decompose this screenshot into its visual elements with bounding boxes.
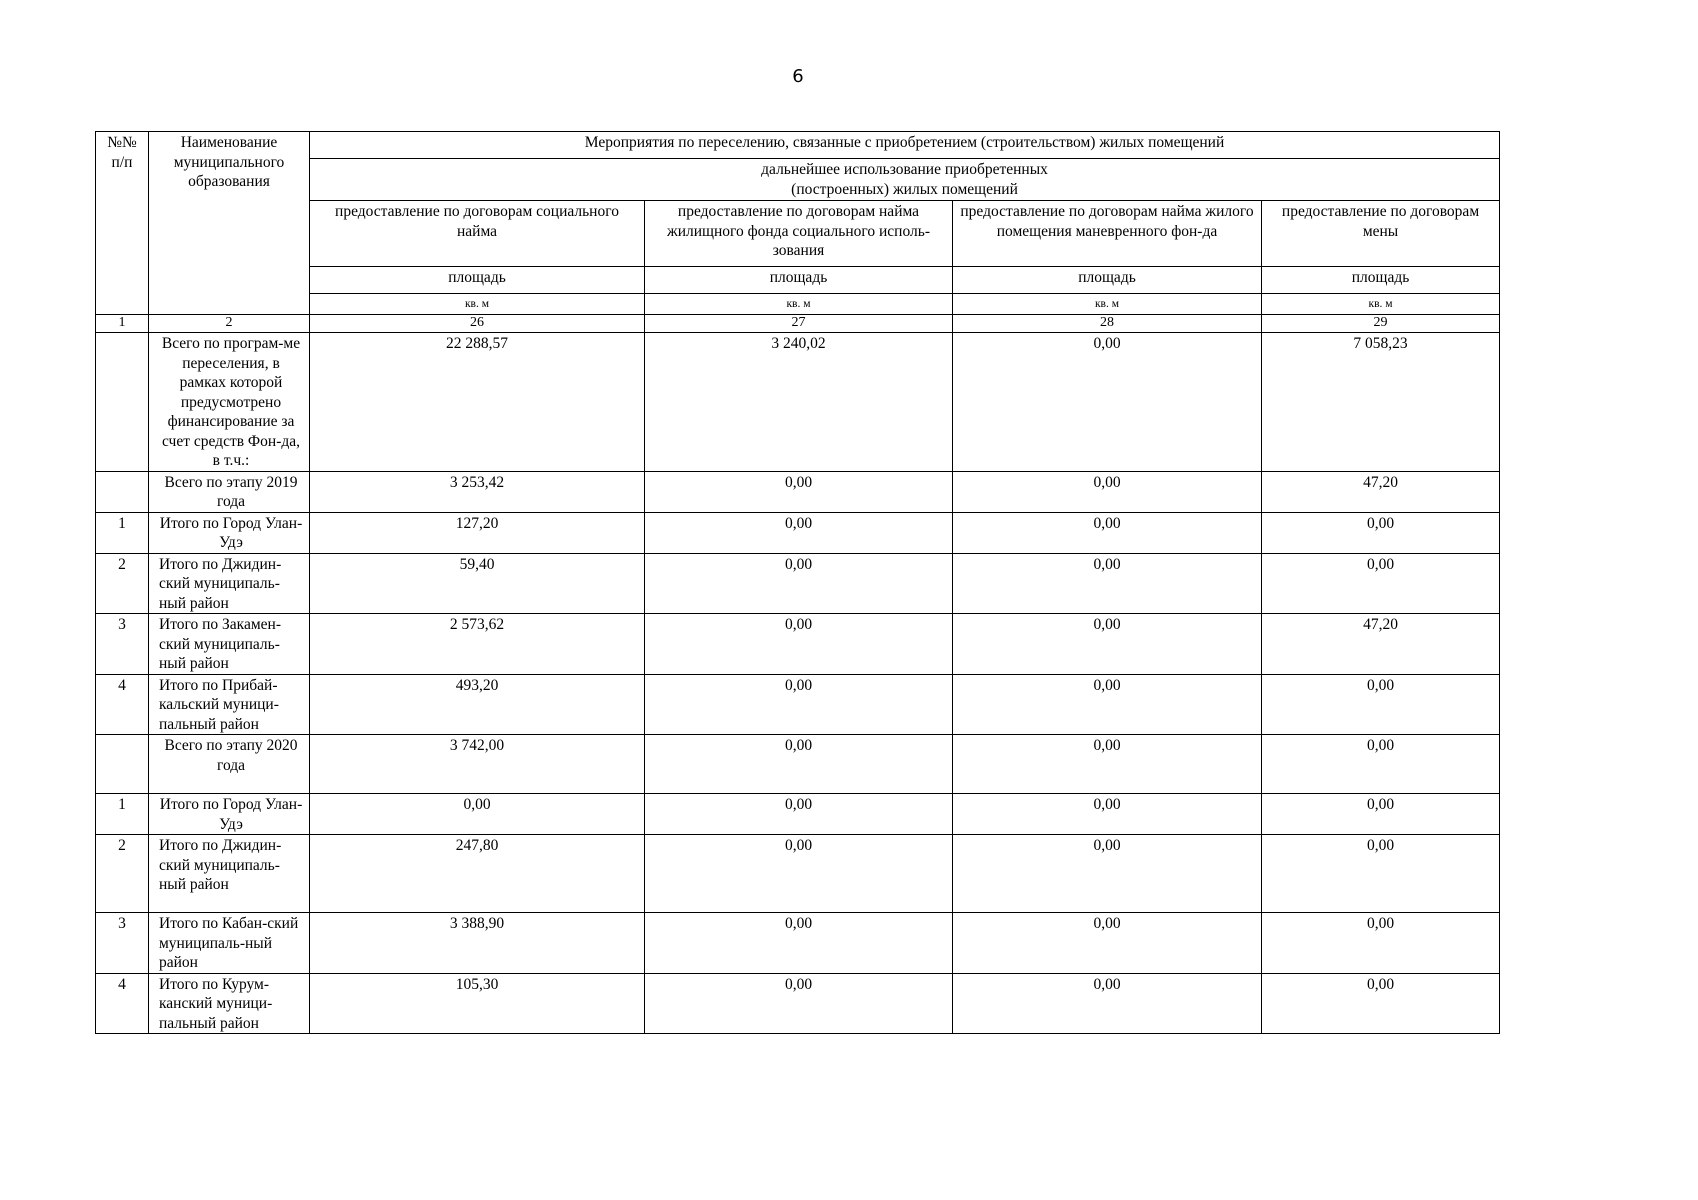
row-value-cell: 0,00 [953, 614, 1262, 675]
row-name-cell: Итого по Прибай-кальский муници-пальный район [149, 674, 310, 735]
table-row [96, 512, 1500, 553]
row-value-cell: 22 288,57 [310, 333, 645, 472]
header-sub-title-line1: дальнейшее использование приобретенных [761, 161, 1048, 178]
row-name-cell: Итого по Кабан-ский муниципаль-ный район [149, 913, 310, 974]
table-row [96, 333, 1500, 472]
row-value-cell: 0,00 [953, 835, 1262, 913]
row-num-cell: 3 [96, 614, 149, 675]
table-row [96, 471, 1500, 512]
row-value-cell: 0,00 [645, 553, 953, 614]
row-value-cell: 0,00 [1262, 973, 1500, 1034]
header-unit-cell: кв. м [645, 294, 953, 315]
header-col-exchange: предоставление по договорам мены [1262, 201, 1500, 267]
row-num-cell: 3 [96, 913, 149, 974]
header-unit-cell: кв. м [1262, 294, 1500, 315]
header-measure-cell: площадь [310, 267, 645, 294]
row-value-cell: 0,00 [1262, 735, 1500, 794]
row-name-cell: Итого по Джидин-ский муниципаль-ный район [149, 835, 310, 913]
row-name-cell: Итого по Город Улан-Удэ [149, 794, 310, 835]
row-name-cell: Итого по Курум-канский муници-пальный район [149, 973, 310, 1034]
row-value-cell: 0,00 [645, 835, 953, 913]
row-value-cell: 0,00 [1262, 835, 1500, 913]
table-row [96, 553, 1500, 614]
row-name-cell: Всего по програм-ме переселения, в рамках которой предусмотрено финансирование за счет средств Фон-да, в т.ч.: [149, 333, 310, 472]
row-name-cell: Всего по этапу 2019 года [149, 471, 310, 512]
header-measure-cell: площадь [1262, 267, 1500, 294]
table-row [96, 794, 1500, 835]
header-measure-cell: площадь [645, 267, 953, 294]
row-value-cell: 0,00 [1262, 553, 1500, 614]
resettlement-table [95, 131, 1500, 1034]
row-value-cell: 0,00 [953, 553, 1262, 614]
row-value-cell: 59,40 [310, 553, 645, 614]
row-value-cell: 0,00 [1262, 913, 1500, 974]
row-num-cell: 2 [96, 553, 149, 614]
row-value-cell: 47,20 [1262, 471, 1500, 512]
row-num-cell: 4 [96, 973, 149, 1034]
row-value-cell: 0,00 [645, 794, 953, 835]
header-name-cell: Наименование муниципального образования [149, 132, 310, 315]
index-cell: 2 [149, 315, 310, 333]
header-col-maneuverable-fund: предоставление по договорам найма жилого помещения маневренного фон-да [953, 201, 1262, 267]
row-value-cell: 493,20 [310, 674, 645, 735]
header-col-social-rent: предоставление по договорам социального найма [310, 201, 645, 267]
row-num-cell: 4 [96, 674, 149, 735]
row-value-cell: 0,00 [953, 973, 1262, 1034]
row-name-cell: Итого по Город Улан-Удэ [149, 512, 310, 553]
index-cell: 26 [310, 315, 645, 333]
row-value-cell: 127,20 [310, 512, 645, 553]
header-measure-cell: площадь [953, 267, 1262, 294]
row-name-cell: Всего по этапу 2020 года [149, 735, 310, 794]
row-value-cell: 0,00 [645, 913, 953, 974]
header-row-main [96, 132, 1500, 159]
header-sub-title [310, 159, 1500, 201]
row-num-cell: 1 [96, 512, 149, 553]
row-value-cell: 0,00 [953, 794, 1262, 835]
table-row [96, 674, 1500, 735]
table-row [96, 614, 1500, 675]
header-num-cell: №№ п/п [96, 132, 149, 315]
table-row [96, 973, 1500, 1034]
row-num-cell: 2 [96, 835, 149, 913]
row-num-cell [96, 735, 149, 794]
header-unit-cell: кв. м [953, 294, 1262, 315]
index-cell: 28 [953, 315, 1262, 333]
index-cell: 27 [645, 315, 953, 333]
row-value-cell: 0,00 [953, 333, 1262, 472]
row-num-cell: 1 [96, 794, 149, 835]
row-name-cell: Итого по Закамен-ский муниципаль-ный район [149, 614, 310, 675]
row-value-cell: 0,00 [645, 973, 953, 1034]
row-value-cell: 0,00 [645, 735, 953, 794]
row-value-cell: 0,00 [310, 794, 645, 835]
index-cell: 1 [96, 315, 149, 333]
row-value-cell: 0,00 [645, 471, 953, 512]
header-row-index [96, 315, 1500, 333]
row-value-cell: 0,00 [953, 674, 1262, 735]
row-value-cell: 0,00 [953, 913, 1262, 974]
row-value-cell: 0,00 [645, 614, 953, 675]
row-value-cell: 0,00 [953, 735, 1262, 794]
table-row [96, 835, 1500, 913]
row-value-cell: 0,00 [953, 471, 1262, 512]
row-num-cell [96, 471, 149, 512]
row-value-cell: 3 240,02 [645, 333, 953, 472]
row-value-cell: 3 742,00 [310, 735, 645, 794]
row-value-cell: 0,00 [1262, 794, 1500, 835]
table-row [96, 913, 1500, 974]
row-value-cell: 7 058,23 [1262, 333, 1500, 472]
row-value-cell: 3 388,90 [310, 913, 645, 974]
row-value-cell: 47,20 [1262, 614, 1500, 675]
row-value-cell: 0,00 [1262, 512, 1500, 553]
row-value-cell: 247,80 [310, 835, 645, 913]
header-unit-cell: кв. м [310, 294, 645, 315]
row-value-cell: 2 573,62 [310, 614, 645, 675]
row-value-cell: 0,00 [1262, 674, 1500, 735]
page-number: 6 [792, 66, 804, 87]
header-main-title: Мероприятия по переселению, связанные с приобретением (строительством) жилых помещений [310, 132, 1500, 159]
index-cell: 29 [1262, 315, 1500, 333]
header-col-social-use-fund: предоставление по договорам найма жилищного фонда социального исполь-зования [645, 201, 953, 267]
row-value-cell: 0,00 [953, 512, 1262, 553]
row-value-cell: 0,00 [645, 512, 953, 553]
row-name-cell: Итого по Джидин-ский муниципаль-ный район [149, 553, 310, 614]
table-row [96, 735, 1500, 794]
row-value-cell: 3 253,42 [310, 471, 645, 512]
header-sub-title-line2: (построенных) жилых помещений [791, 180, 1018, 198]
row-value-cell: 0,00 [645, 674, 953, 735]
row-num-cell [96, 333, 149, 472]
row-value-cell: 105,30 [310, 973, 645, 1034]
